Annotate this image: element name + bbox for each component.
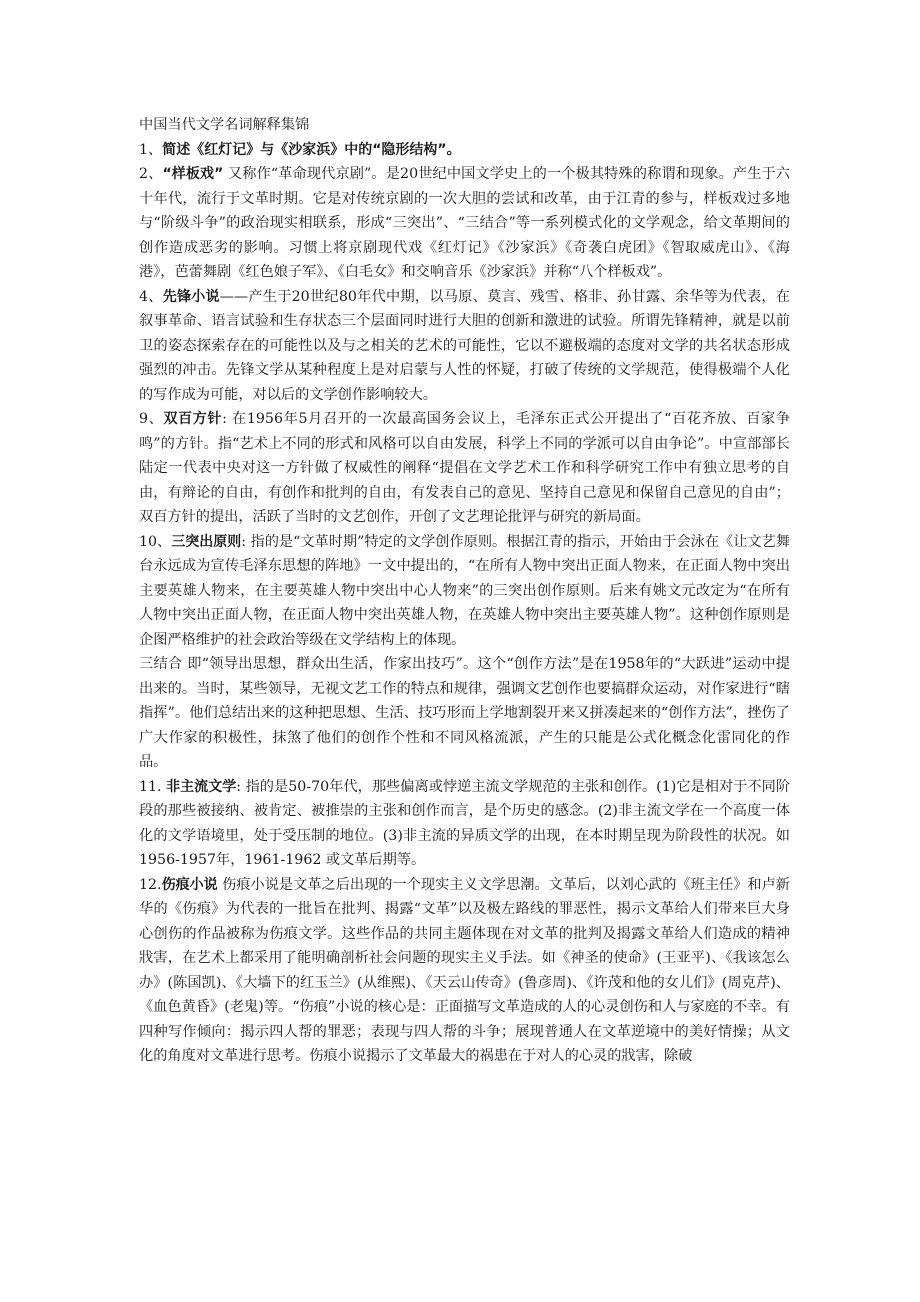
entry-number: 2、 — [139, 166, 163, 182]
entry-number: 12. — [139, 876, 162, 893]
entry-three-prominences — [139, 530, 790, 653]
entry-avant-garde-novel — [139, 285, 790, 408]
entry-term: 伤痕小说 — [161, 876, 218, 893]
entry-scar-literature — [139, 873, 790, 1069]
entry-number: 4、 — [139, 288, 163, 305]
entry-body: 伤痕小说是文革之后出现的一个现实主义文学思潮。文革后，以刘心武的《班主任》和卢新华的《伤痕》为代表的一批旨在批判、揭露“文革”以及极左路线的罪恶性，揭示文革给人们带来巨大身心创伤的作品被称为伤痕文学。这些作品的共同主题体现在对文革的批判及揭露文革给人们造成的精神戕害，在艺术上都采用了能明确剖析社会问题的现实主义手法。如《神圣的使命》(王亚平)、《我该怎么办》(陈国凯)、《大墙下的红玉兰》(从维熙)、《天云山传奇》(鲁彦周)、《许茂和他的女儿们》(周克芹)、《血色黄昏》(老鬼)等。“伤痕”小说的核心是：正面描写文革造成的人的心灵创伤和人与家庭的不幸。有四种写作倾向：揭示四人帮的罪恶；表现与四人帮的斗争；展现普通人在文革逆境中的美好情操；从文化的角度对文革进行思考。伤痕小说揭示了文革最大的祸患在于对人的心灵的戕害，除破 — [139, 876, 790, 1064]
entry-term: 三突出原则 — [171, 533, 242, 550]
entry-body: : 指的是“文革时期”特定的文学创作原则。根据江青的指示，开始由于会泳在《让文艺舞台永远成为宣传毛泽东思想的阵地》一文中提出的，“在所有人物中突出正面人物来，在正面人物中突出主要英雄人物来，在主要英雄人物中突出中心人物来”的三突出创作原则。后来有姚文元改定为“在所有人物中突出正面人物，在正面人物中突出英雄人物，在英雄人物中突出主要英雄人物”。这种创作原则是企图严格维护的社会政治等级在文学结构上的体现。 — [139, 533, 790, 648]
entry-double-hundred-policy — [139, 407, 790, 530]
entry-body: 三结合 即“领导出思想，群众出生活，作家出技巧”。这个“创作方法”是在1958年的“大跃进”运动中提出来的。当时，某些领导，无视文艺工作的特点和规律，强调文艺创作也要搞群众运动，对作家进行“瞎指挥”。他们总结出来的这种把思想、生活、技巧形而上学地割裂开来又拼凑起来的“创作方法”，挫伤了广大作家的积极性，抹煞了他们的创作个性和不同风格流派，产生的只能是公式化概念化雷同化的作品。 — [139, 656, 790, 770]
entry-body: 又称作“革命现代京剧”。是20世纪中国文学史上的一个极其特殊的称谓和现象。产生于六十年代，流行于文革时期。它是对传统京剧的一次大胆的尝试和改革，由于江青的参与，样板戏过多地与“阶级斗争”的政治现实相联系，形成“三突出”、“三结合”等一系列模式化的文学观念，给文革期间的创作造成恶劣的影响。习惯上将京剧现代戏《红灯记》《沙家浜》《奇袭白虎团》《智取威虎山》、《海港》，芭蕾舞剧《红色娘子军》、《白毛女》和交响音乐《沙家浜》并称“八个样板戏”。 — [139, 166, 790, 280]
entry-term: 简述《红灯记》与《沙家浜》中的“隐形结构”。 — [162, 141, 461, 158]
entry-hidden-structure — [139, 138, 790, 163]
entry-number: 9、 — [139, 411, 164, 427]
document-title: 中国当代文学名词解释集锦 — [139, 117, 310, 133]
entry-term: 非主流文学 — [166, 778, 237, 795]
entry-non-mainstream-literature — [139, 775, 790, 873]
entry-term: 先锋小说 — [162, 288, 220, 305]
entry-number: 10、 — [139, 533, 172, 550]
entry-body: ——产生于20世纪80年代中期，以马原、莫言、残雪、格非、孙甘露、余华等为代表，在叙事革命、语言试验和生存状态三个层面同时进行大胆的创新和激进的试验。所谓先锋精神，就是以前卫的姿态探索存在的可能性以及与之相关的艺术的可能性，它以不避极端的态度对文学的共名状态形成强烈的冲击。先锋文学从某种程度上是对启蒙与人性的怀疑，打破了传统的文学规范，使得极端个人化的写作成为可能，对以后的文学创作影响较大。 — [139, 288, 791, 403]
document-body — [139, 113, 790, 1069]
entry-body: : 在1956年5月召开的一次最高国务会议上，毛泽东正式公开提出了“百花齐放、百家争鸣”的方针。指“艺术上不同的形式和风格可以自由发展，科学上不同的学派可以自由争论”。中宣部部长陆定一代表中央对这一方针做了权威性的阐释“提倡在文学艺术工作和科学研究工作中有独立思考的自由，有辩论的自由，有创作和批判的自由，有发表自己的意见、坚持自己意见和保留自己意见的自由”；双百方针的提出，活跃了当时的文艺创作，开创了文艺理论批评与研究的新局面。 — [139, 411, 791, 525]
entry-term: “样板戏” — [162, 166, 224, 182]
entry-three-combinations — [139, 652, 790, 775]
entry-model-opera — [139, 162, 790, 285]
entry-term: 双百方针 — [163, 411, 223, 427]
entry-body: : 指的是50-70年代，那些偏离或悖逆主流文学规范的主张和创作。(1)它是相对于不同阶段的那些被接纳、被肯定、被推崇的主张和创作而言，是个历史的感念。(2)非主流文学在一个高度一体化的文学语境里，处于受压制的地位。(3)非主流的异质文学的出现，在本时期呈现为阶段性的状况。如1956-1957年，1961-1962 或文革后期等。 — [139, 778, 791, 868]
entry-number: 1、 — [139, 141, 163, 158]
entry-number: 11. — [139, 778, 167, 795]
